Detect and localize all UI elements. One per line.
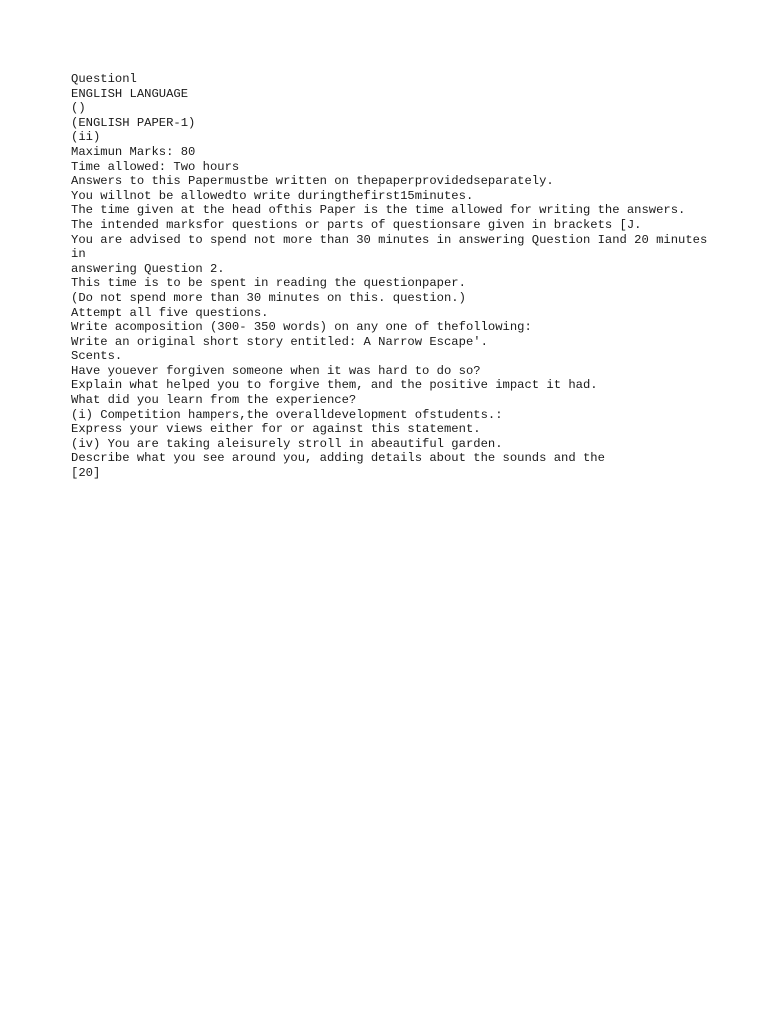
instruction-marks: The intended marksfor questions or parts of questionsare given in brackets [J. [71, 217, 642, 232]
option-competition: (i) Competition hampers,the overalldevelopment ofstudents.: [71, 407, 503, 422]
document-page [71, 72, 715, 481]
option-forgiveness-learn: What did you learn from the experience? [71, 393, 357, 408]
option-forgiveness-explain: Explain what helped you to forgive them, and the positive impact it had. [71, 378, 598, 393]
option-forgiveness: Have youever forgiven someone when it was hard to do so? [71, 363, 481, 378]
paper-title: (ENGLISH PAPER-1) [71, 115, 196, 130]
instruction-answers: Answers to this Papermustbe written on thepaperprovidedseparately. [71, 174, 554, 189]
instruction-attempt-all: Attempt all five questions. [71, 305, 269, 320]
option-garden-describe: Describe what you see around you, adding details about the sounds and the [71, 451, 605, 466]
option-garden: (iv) You are taking aleisurely stroll in abeautiful garden. [71, 436, 503, 451]
option-scents: Scents. [71, 349, 123, 364]
time-allowed: Time allowed: Two hours [71, 159, 240, 174]
composition-prompt: Write acomposition (300- 350 words) on any one of thefollowing: [71, 320, 532, 335]
marks-bracket: [20] [71, 466, 101, 481]
question-number: Questionl [71, 72, 137, 86]
subject-title: ENGLISH LANGUAGE [71, 86, 189, 101]
instruction-time-given: The time given at the head ofthis Paper is the time allowed for writing the answers. [71, 203, 686, 218]
option-short-story: Write an original short story entitled: A Narrow Escape'. [71, 334, 488, 349]
instruction-time-limit: (Do not spend more than 30 minutes on this. question.) [71, 290, 466, 305]
maximum-marks: Maximun Marks: 80 [71, 144, 196, 159]
roman-numeral-label: (ii) [71, 130, 101, 145]
instruction-advice-cont: answering Question 2. [71, 261, 225, 276]
instruction-advice: You are advised to spend not more than 30 minutes in answering Question Iand 20 minutes in [71, 232, 715, 262]
option-competition-views: Express your views either for or against this statement. [71, 422, 481, 437]
instruction-first-minutes: You willnot be allowedto write duringthefirst15minutes. [71, 188, 474, 203]
empty-parenthesis: () [71, 101, 86, 116]
instruction-reading-time: This time is to be spent in reading the questionpaper. [71, 276, 466, 291]
